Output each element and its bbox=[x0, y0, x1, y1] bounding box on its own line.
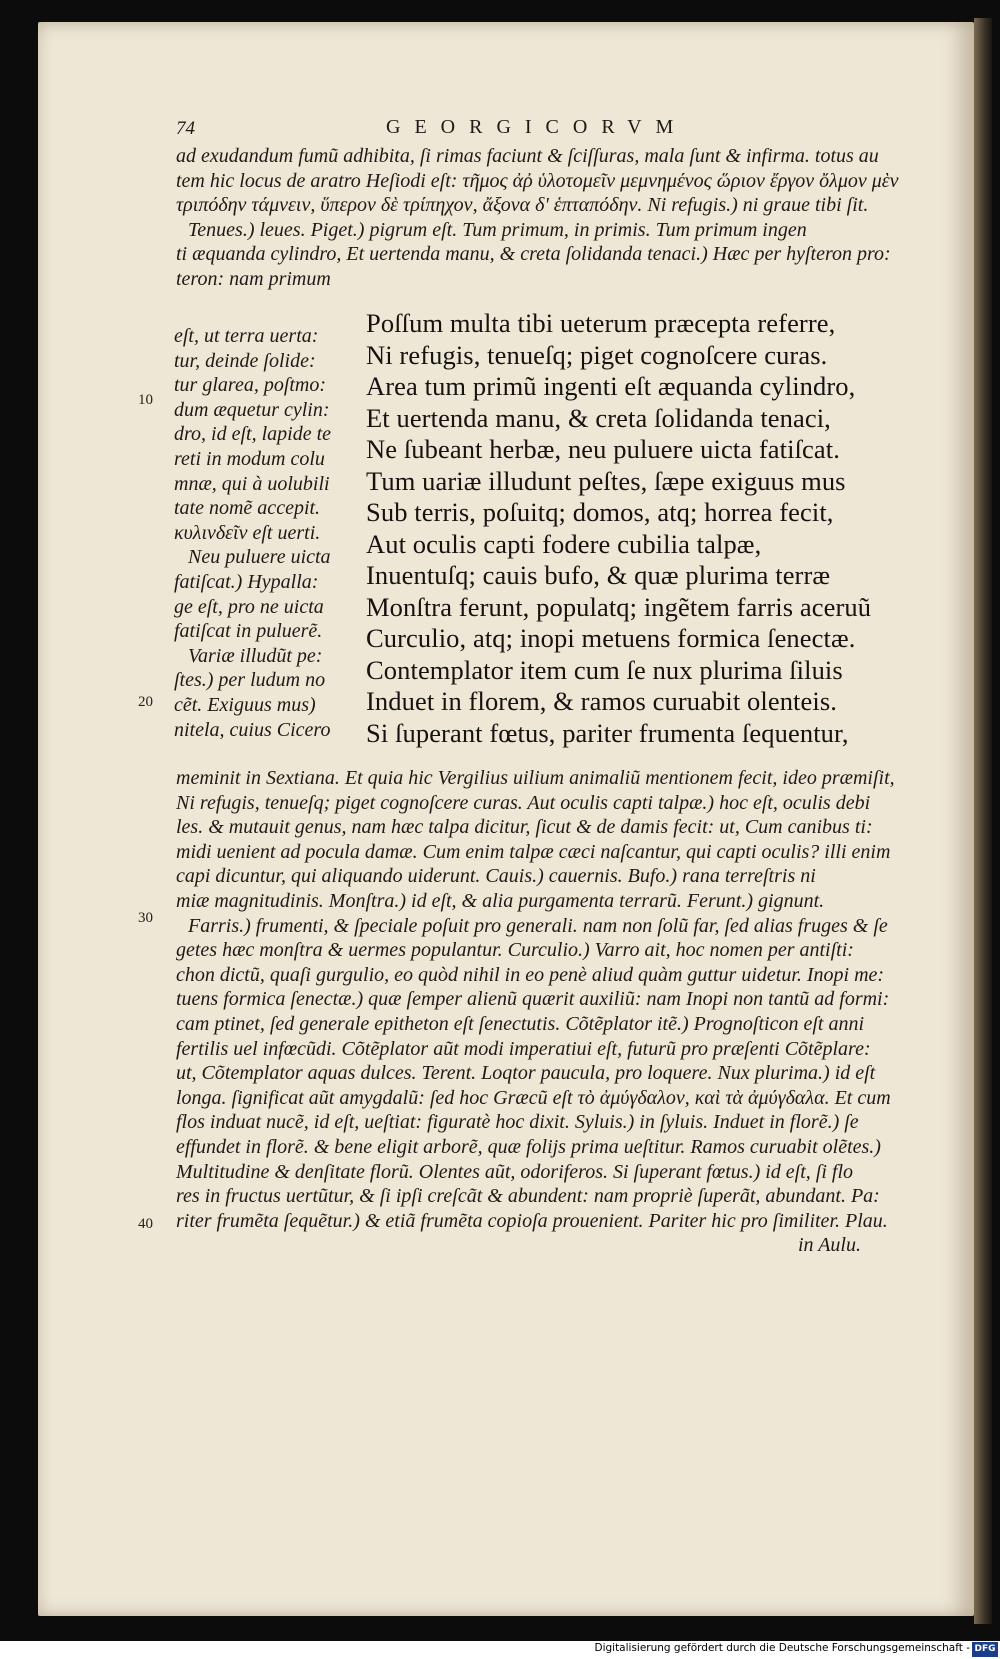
commentary-line: ti æquanda cylindro, Et uertenda manu, & creta ſolidanda tenaci.) Hæc per hyſteron pro: bbox=[176, 243, 891, 266]
commentary-line: Tenues.) leues. Piget.) pigrum eſt. Tum primum, in primis. Tum primum ingen bbox=[188, 218, 807, 241]
line-number: 10 bbox=[138, 392, 153, 408]
running-head: GEORGICORVM bbox=[386, 116, 688, 138]
commentary-side-line: Variæ illudũt pe: bbox=[188, 644, 323, 667]
book-page bbox=[38, 22, 974, 1616]
commentary-side-line: cẽt. Exiguus mus) bbox=[174, 694, 316, 716]
commentary-line: effundet in florẽ. & bene eligit arborẽ, quæ folijs prima ueſtitur. Ramos curuabit olẽtes.) bbox=[176, 1136, 881, 1158]
commentary-side-line: nitela, cuius Cicero bbox=[174, 718, 331, 741]
commentary-side-line: tur glarea, poſtmo: bbox=[174, 374, 327, 397]
page-number: 74 bbox=[176, 118, 195, 139]
commentary-side-line: Neu puluere uicta bbox=[188, 546, 331, 569]
commentary-side-line: reti in modum colu bbox=[174, 448, 325, 470]
commentary-line: ut, Cõtemplator aquas dulces. Terent. Loqtor paucula, pro loquere. Nux plurima.) id eſt bbox=[176, 1062, 876, 1085]
commentary-line: flos induat nucẽ, id eſt, ueſtiat: figuratè hoc dixit. Syluis.) in ſyluis. Induet in florẽ.) ſe bbox=[176, 1111, 859, 1134]
verse-line: Tum uariæ illudunt peſtes, ſæpe exiguus mus bbox=[366, 465, 846, 496]
verse-line: Curculio, atq; inopi metuens formica ſenectæ. bbox=[366, 623, 856, 653]
commentary-side-line: tur, deinde ſolide: bbox=[174, 349, 316, 372]
commentary-line: miæ magnitudinis. Monſtra.) id eſt, & alia purgamenta terrarũ. Ferunt.) gignunt. bbox=[176, 890, 825, 912]
line-number: 20 bbox=[138, 694, 153, 710]
verse-line: Induet in florem, & ramos curuabit olenteis. bbox=[366, 686, 837, 716]
verse-line: Poſſum multa tibi ueterum præcepta referre, bbox=[366, 308, 836, 338]
commentary-side-line: eſt, ut terra uerta: bbox=[174, 325, 319, 347]
verse-line: Et uertenda manu, & creta ſolidanda tenaci, bbox=[366, 402, 831, 433]
commentary-line: les. & mutauit genus, nam hæc talpa dicitur, ſicut & de damis fecit: ut, Cum canibus ti: bbox=[176, 816, 873, 839]
commentary-line: Ni refugis, tenueſq; piget cognoſcere curas. Aut oculis capti talpæ.) hoc eſt, oculis debi bbox=[176, 791, 871, 814]
verse-line: Ni refugis, tenueſq; piget cognoſcere curas. bbox=[366, 339, 828, 370]
commentary-side-line: dum æquetur cylin: bbox=[174, 398, 330, 421]
commentary-line: Multitudine & denſitate florũ. Olentes aũt, odoriferos. Si ſuperant fœtus.) id eſt, ſi flo bbox=[176, 1160, 854, 1183]
verse-line: Area tum primũ ingenti eſt æquanda cylindro, bbox=[366, 371, 856, 401]
commentary-side-line: fatiſcat in puluerẽ. bbox=[174, 620, 323, 643]
commentary-line: fertilis uel infœcũdi. Cõtẽplator aũt modi imperatiui eſt, futurũ pro præſenti Cõtẽplare: bbox=[176, 1037, 871, 1060]
commentary-line: longa. ſignificat aũt amygdalũ: ſed hoc Græcũ eſt τὸ ἀμύγδαλον, καὶ τὰ ἀμύγδαλα. Et cum bbox=[176, 1086, 891, 1109]
verse-line: Monſtra ferunt, populatq; ingẽtem farris aceruũ bbox=[366, 591, 872, 622]
commentary-line: Farris.) frumenti, & ſpeciale poſuit pro generali. nam non ſolũ far, ſed alias fruges & ſe bbox=[188, 914, 888, 937]
line-number: 40 bbox=[138, 1216, 153, 1232]
commentary-line: midi uenient ad pocula damæ. Cum enim talpæ cæci naſcantur, qui capti oculis? illi enim bbox=[176, 840, 891, 863]
commentary-line: res in fructus uertũtur, & ſi ipſi creſcãt & abundent: nam propriè ſuperãt, abundant. Pa: bbox=[176, 1185, 880, 1208]
commentary-side-line: dro, id eſt, lapide te bbox=[174, 423, 332, 446]
verse-line: Si ſuperant fœtus, pariter frumenta ſequentur, bbox=[366, 717, 849, 748]
commentary-side-line: κυλινδεῖν eſt uerti. bbox=[174, 521, 321, 544]
book-spine-shadow bbox=[974, 18, 992, 1624]
commentary-side-line: fatiſcat.) Hypalla: bbox=[174, 571, 319, 593]
line-number: 30 bbox=[138, 910, 153, 926]
commentary-line: capi dicuntur, qui aliquando uiderunt. Cauis.) cauernis. Bufo.) rana terreſtris ni bbox=[176, 865, 816, 888]
commentary-line: ad exudandum fumũ adhibita, ſi rimas faciunt & ſciſſuras, mala ſunt & infirma. totus au bbox=[176, 145, 879, 167]
commentary-line: teron: nam primum bbox=[176, 268, 331, 290]
verse-line: Inuentuſq; cauis bufo, & quæ plurima terræ bbox=[366, 560, 831, 590]
commentary-side-line: ſtes.) per ludum no bbox=[174, 669, 326, 692]
verse-line: Sub terris, poſuitq; domos, atq; horrea fecit, bbox=[366, 497, 834, 527]
commentary-line: in Aulu. bbox=[798, 1234, 861, 1257]
commentary-line: meminit in Sextiana. Et quia hic Vergilius uilium animaliũ mentionem fecit, ideo præmiſit, bbox=[176, 767, 895, 789]
verse-line: Ne ſubeant herbæ, neu puluere uicta fatiſcat. bbox=[366, 434, 840, 464]
commentary-line: tuens formica ſenectæ.) quæ ſemper alienũ quærit auxiliũ: nam Inopi non tantũ ad formi: bbox=[176, 988, 890, 1011]
footer-bar bbox=[0, 1641, 1000, 1659]
dfg-logo: DFG bbox=[972, 1642, 998, 1657]
commentary-line: riter frumẽta ſequẽtur.) & etiã frumẽta copioſa prouenient. Pariter hic pro ſimiliter. Plau. bbox=[176, 1209, 888, 1232]
commentary-line: cam ptinet, ſed generale epitheton eſt ſenectutis. Cõtẽplator itẽ.) Prognoſticon eſt anni bbox=[176, 1013, 864, 1035]
commentary-line: chon dictũ, quaſi gurgulio, eo quòd nihil in eo penè aliud quàm guttur uidetur. Inopi me: bbox=[176, 963, 885, 986]
verse-line: Contemplator item cum ſe nux plurima ſiluis bbox=[366, 654, 843, 685]
commentary-line: tem hic locus de aratro Heſiodi eſt: τῆμος ἀῤ ὑλοτομεῖν μεμνημένος ὥριον ἔργον ὄλμον μὲν bbox=[176, 169, 899, 192]
commentary-side-line: mnæ, qui à uolubili bbox=[174, 472, 330, 495]
commentary-side-line: ge eſt, pro ne uicta bbox=[174, 595, 324, 618]
commentary-line: τριπόδην τάμνειν, ὕπερον δὲ τρίπηχον, ἄξονα δ' ἑπταπόδην. Ni refugis.) ni graue tibi ſit. bbox=[176, 194, 869, 217]
commentary-line: getes hæc monſtra & uermes populantur. Curculio.) Varro ait, hoc nomen per antiſti: bbox=[176, 939, 854, 962]
footer-credit: Digitalisierung gefördert durch die Deutsche Forschungsgemeinschaft - bbox=[594, 1642, 970, 1654]
commentary-side-line: tate nomẽ accepit. bbox=[174, 497, 321, 520]
verse-line: Aut oculis capti fodere cubilia talpæ, bbox=[366, 528, 762, 559]
